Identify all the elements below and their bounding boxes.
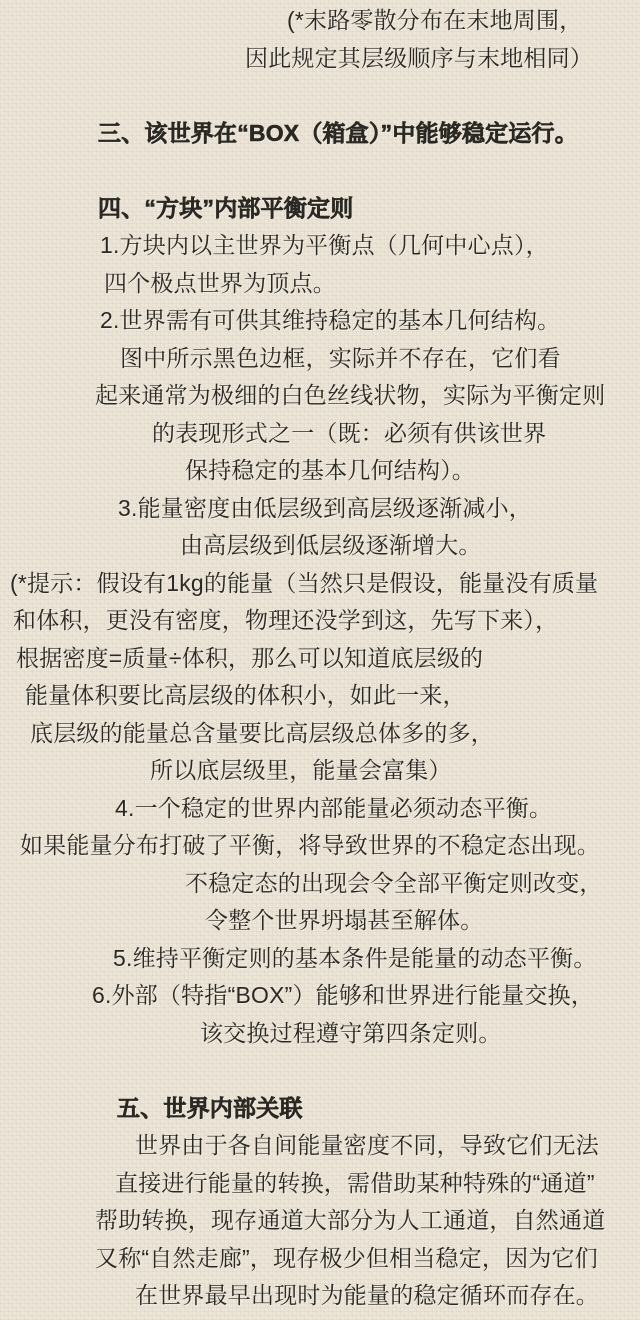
- text-line: 如果能量分布打破了平衡，将导致世界的不稳定态出现。: [20, 832, 600, 858]
- text-line: 直接进行能量的转换，需借助某种特殊的“通道”: [115, 1169, 595, 1196]
- text-line: 1.方块内以主世界为平衡点（几何中心点），: [100, 232, 549, 258]
- section-heading: 三、该世界在“BOX（箱盒）”中能够稳定运行。: [98, 119, 578, 146]
- text-line: 3.能量密度由低层级到高层级逐渐减小，: [118, 494, 532, 521]
- text-line: 和体积，更没有密度，物理还没学到这，先写下来），: [13, 607, 559, 633]
- text-line: (*提示：假设有1kg的能量（当然只是假设，能量没有质量: [10, 569, 599, 596]
- text-line: 图中所示黑色边框，实际并不存在，它们看: [120, 344, 561, 371]
- text-line: 6.外部（特指“BOX”）能够和世界进行能量交换，: [92, 982, 595, 1008]
- text-line: 世界由于各自间能量密度不同，导致它们无法: [135, 1132, 599, 1158]
- text-line: 底层级的能量总含量要比高层级总体多的多，: [30, 719, 494, 746]
- section-heading: 五、世界内部关联: [117, 1094, 303, 1121]
- text-line: 2.世界需有可供其维持稳定的基本几何结构。: [100, 307, 561, 333]
- text-line: 所以底层级里，能量会富集）: [150, 757, 452, 783]
- text-line: (*末路零散分布在末地周围，: [287, 7, 583, 33]
- text-line: 又称“自然走廊”，现存极少但相当稳定，因为它们: [95, 1244, 598, 1271]
- document-body: [0, 2, 640, 1315]
- text-line: 不稳定态的出现会令全部平衡定则改变，: [185, 869, 603, 896]
- text-line: 该交换过程遵守第四条定则。: [200, 1019, 502, 1046]
- text-line: 起来通常为极细的白色丝线状物，实际为平衡定则: [95, 382, 606, 408]
- text-line: 保持稳定的基本几何结构）。: [185, 457, 476, 483]
- text-line: 由高层级到低层级逐渐增大。: [180, 532, 482, 558]
- section-heading: 四、“方块”内部平衡定则: [98, 194, 354, 221]
- text-line: 4.一个稳定的世界内部能量必须动态平衡。: [115, 794, 553, 821]
- text-line: 根据密度=质量÷体积，那么可以知道底层级的: [16, 644, 484, 671]
- text-line: 的表现形式之一（既：必须有供该世界: [152, 419, 547, 446]
- text-line: 能量体积要比高层级的体积小，如此一来，: [25, 682, 466, 708]
- text-line: 帮助转换，现存通道大部分为人工通道，自然通道: [95, 1207, 606, 1233]
- text-line: 四个极点世界为顶点。: [104, 269, 336, 296]
- text-line: 令整个世界坍塌甚至解体。: [205, 907, 484, 933]
- text-line: 5.维持平衡定则的基本条件是能量的动态平衡。: [113, 944, 597, 971]
- text-line: 在世界最早出现时为能量的稳定循环而存在。: [135, 1282, 599, 1308]
- text-line: 因此规定其层级顺序与末地相同）: [245, 44, 593, 71]
